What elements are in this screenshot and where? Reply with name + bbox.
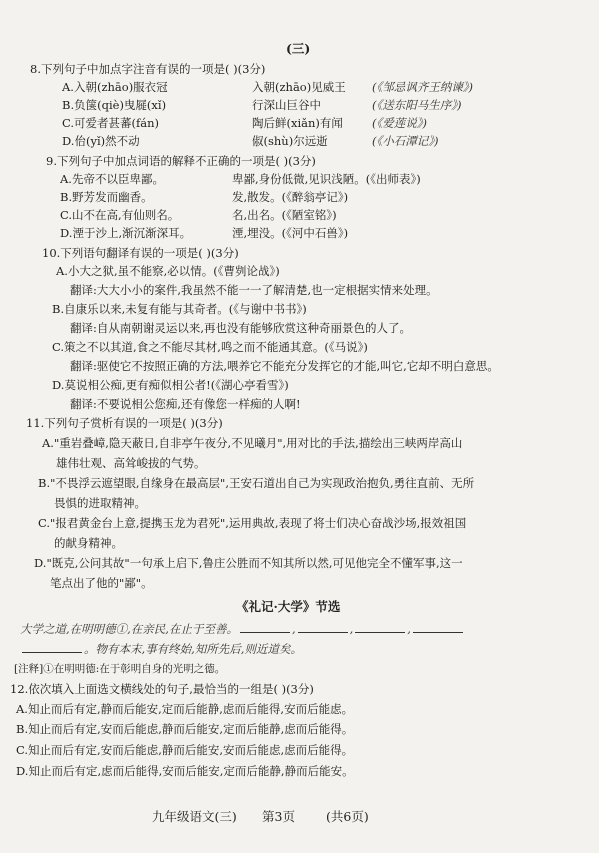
q9-option-d-right: 湮,埋没。(《河中石兽》) [232, 226, 349, 240]
q8-option-c-right: 陶后鲜(xiǎn)有闻 [252, 116, 343, 130]
q10-stem: 10.下列语句翻译有误的一项是( )(3分) [42, 246, 239, 260]
q9-option-a: A.先帝不以臣卑鄙。 [60, 172, 164, 186]
q8-option-c: C.可爱者甚蕃(fán) [62, 116, 160, 130]
q8-option-b-source: (《送东阳马生序》) [372, 98, 462, 112]
q9-option-b-right: 发,散发。(《醉翁亭记》) [232, 190, 349, 204]
q9-option-c-right: 名,出名。(《陋室铭》) [232, 208, 337, 222]
q11-stem: 11.下列句子赏析有误的一项是( )(3分) [26, 416, 223, 430]
footer-page: 第3页 [262, 809, 295, 824]
footer-total: (共6页) [326, 809, 369, 824]
passage-note: [注释]①在明明德:在于彰明自身的光明之德。 [14, 663, 226, 675]
q11-option-d: D."既克,公问其故"一句承上启下,鲁庄公胜而不知其所以然,可见他完全不懂军事,这一 [34, 556, 463, 570]
q9-option-a-right: 卑鄙,身份低微,见识浅陋。(《出师表》) [232, 172, 421, 186]
q9-option-d: D.湮于沙上,渐沉渐深耳。 [60, 226, 192, 240]
q10-option-a-translation: 翻译:大大小小的案件,我虽然不能一一了解清楚,也一定根据实情来处理。 [70, 283, 438, 297]
q9-option-b: B.野芳发而幽香。 [60, 190, 153, 204]
q8-option-a-source: (《邹忌讽齐王纳谏》) [372, 80, 473, 94]
q11-option-a: A."重岩叠嶂,隐天蔽日,自非亭午夜分,不见曦月",用对比的手法,描绘出三峡两岸高山 [42, 436, 463, 450]
q8-stem: 8.下列句子中加点字注音有误的一项是( )(3分) [30, 62, 266, 76]
q10-option-a: A.小大之狱,虽不能察,必以情。(《曹刿论战》) [56, 264, 280, 278]
q8-option-d-right: 俶(shù)尔远逝 [252, 134, 328, 148]
q8-option-d-source: (《小石潭记》) [372, 134, 439, 148]
q12-stem: 12.依次填入上面选文横线处的句子,最恰当的一组是( )(3分) [10, 682, 314, 696]
q12-option-d: D.知止而后有定,虑而后能得,安而后能安,定而后能静,静而后能安。 [16, 764, 354, 778]
q10-option-c: C.策之不以其道,食之不能尽其材,鸣之而不能通其意。(《马说》) [52, 340, 368, 354]
q11-option-c: C."报君黄金台上意,提携玉龙为君死",运用典故,表现了将士们决心奋战沙场,报效祖国 [38, 516, 467, 530]
q12-option-a: A.知止而后有定,静而后能安,定而后能静,虑而后能得,安而后能虑。 [16, 702, 354, 716]
q10-option-b-translation: 翻译:自从南朝谢灵运以来,再也没有能够欣赏这种奇丽景色的人了。 [70, 321, 412, 335]
q11-option-b: B."不畏浮云遮望眼,自缘身在最高层",王安石道出自己为实现政治抱负,勇往直前、无所 [38, 476, 475, 490]
q11-option-d-cont: 笔点出了他的"鄙"。 [50, 576, 153, 590]
passage-title: 《礼记·大学》节选 [236, 599, 341, 614]
q12-option-c: C.知止而后有定,安而后能虑,静而后能安,安而后能虑,虑而后能得。 [16, 743, 354, 757]
q8-option-a-right: 入朝(zhāo)见威王 [252, 80, 346, 94]
q11-option-c-cont: 的献身精神。 [54, 536, 123, 550]
q8-option-a: A.入朝(zhāo)服衣冠 [62, 80, 168, 94]
q10-option-d-translation: 翻译:不要说相公您痴,还有像您一样痴的人啊! [70, 397, 301, 411]
q8-option-c-source: (《爱莲说》) [372, 116, 427, 130]
section-title: (三) [286, 41, 311, 56]
q8-option-d: D.佁(yǐ)然不动 [62, 134, 140, 148]
q12-option-b: B.知止而后有定,安而后能虑,静而后能安,定而后能静,虑而后能得。 [16, 722, 354, 736]
q9-stem: 9.下列句子中加点词语的解释不正确的一项是( )(3分) [46, 154, 316, 168]
q9-option-c: C.山不在高,有仙则名。 [60, 208, 180, 222]
passage-line-1: 大学之道,在明明德①,在亲民,在止于至善。 , , , [20, 622, 465, 636]
q11-option-b-cont: 畏惧的进取精神。 [54, 496, 146, 510]
q8-option-b: B.负箧(qiè)曳屣(xǐ) [62, 98, 167, 112]
footer-grade: 九年级语文(三) [152, 809, 237, 824]
q10-option-b: B.自康乐以来,未复有能与其奇者。(《与谢中书书》) [52, 302, 307, 316]
passage-line-2: 。物有本末,事有终始,知所先后,则近道矣。 [20, 642, 302, 656]
q10-option-d: D.莫说相公痴,更有痴似相公者!(《湖心亭看雪》) [52, 378, 289, 392]
q10-option-c-translation: 翻译:驱使它不按照正确的方法,喂养它不能充分发挥它的才能,叫它,它却不明白意思。 [70, 359, 499, 373]
q11-option-a-cont: 雄伟壮观、高耸峻拔的气势。 [56, 456, 206, 470]
q8-option-b-right: 行深山巨谷中 [252, 98, 321, 112]
